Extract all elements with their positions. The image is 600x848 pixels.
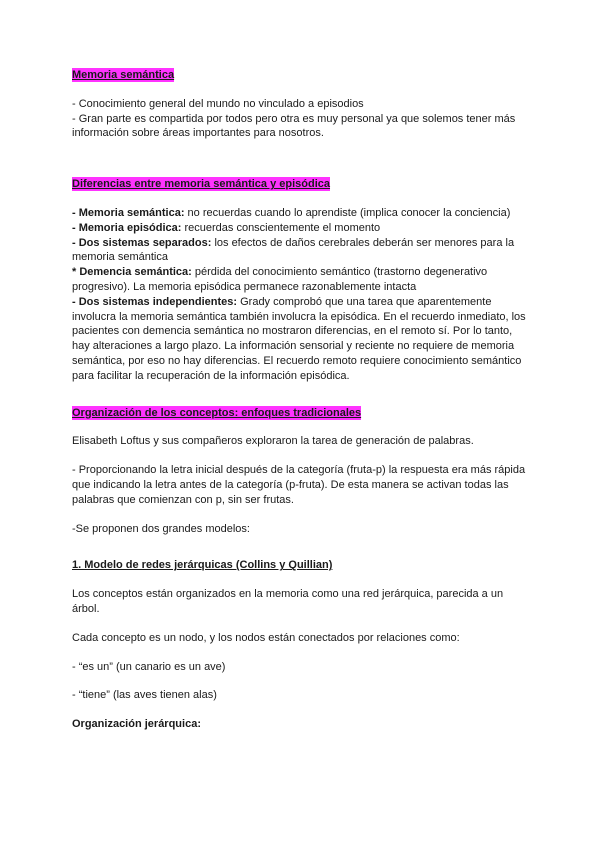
term-text: recuerdas conscientemente el momento <box>181 221 381 234</box>
paragraph: Elisabeth Loftus y sus compañeros exploraron la tarea de generación de palabras. <box>72 435 474 448</box>
subheading: Organización jerárquica: <box>72 718 201 731</box>
term-label: * Demencia semántica: <box>72 266 192 279</box>
section-heading <box>72 406 532 421</box>
term-label: - Memoria episódica: <box>72 221 182 234</box>
bullet-line: - Conocimiento general del mundo no vinculado a episodios <box>72 97 364 110</box>
definition-item <box>72 295 532 384</box>
term-text: pérdida del conocimiento semántico (trastorno degenerativo progresivo). La memoria episódica permanece razonablemente intacta <box>72 266 488 293</box>
term-text: Grady comprobó que una tarea que aparentemente involucra la memoria semántica también involucra la episódica. En el recuerdo inmediato, los pacientes con demencia semántica no mostraron diferencias, en el remoto sí. Por lo tanto, hay alteraciones a largo plazo. La información sensorial y reciente no requiere de memoria semántica, por eso no hay diferencias. El recuerdo remoto requiere conocimiento semántico para facilitar la recuperación de la información episódica. <box>72 295 526 382</box>
underlined-heading: 1. Modelo de redes jerárquicas (Collins y Quillian) <box>72 559 333 572</box>
term-label: - Memoria semántica: <box>72 206 185 219</box>
paragraph: - “tiene” (las aves tienen alas) <box>72 689 217 702</box>
highlighted-heading: Organización de los conceptos: enfoques tradicionales <box>72 406 362 419</box>
section-heading <box>72 68 532 83</box>
term-text: no recuerdas cuando lo aprendiste (implica conocer la conciencia) <box>184 206 511 219</box>
term-label: - Dos sistemas separados: <box>72 236 212 249</box>
term-text: los efectos de daños cerebrales deberán ser menores para la memoria semántica <box>72 236 515 264</box>
highlighted-heading: Diferencias entre memoria semántica y episódica <box>72 178 331 191</box>
definition-item <box>72 236 532 266</box>
term-label: - Dos sistemas independientes: <box>72 295 238 308</box>
paragraph: -Se proponen dos grandes modelos: <box>72 522 250 535</box>
definition-item <box>72 265 532 295</box>
definition-item <box>72 221 532 236</box>
paragraph: Los conceptos están organizados en la memoria como una red jerárquica, parecida a un árbol. <box>72 588 504 615</box>
highlighted-heading: Memoria semántica <box>72 69 175 81</box>
paragraph: - “es un” (un canario es un ave) <box>72 660 226 673</box>
bullet-line: - Gran parte es compartida por todos pero otra es muy personal ya que solemos tener más información sobre áreas importantes para nosotros. <box>72 112 516 140</box>
definition-item <box>72 206 532 221</box>
document-page <box>72 68 532 732</box>
paragraph: - Proporcionando la letra inicial después de la categoría (fruta-p) la respuesta era más rápida que indicando la letra antes de la categoría (p-fruta). De esta manera se activan todas las palabras que comienzan con p, sin ser frutas. <box>72 464 526 506</box>
section-heading <box>72 558 532 573</box>
section-heading <box>72 177 532 192</box>
paragraph: Cada concepto es un nodo, y los nodos están conectados por relaciones como: <box>72 631 460 644</box>
